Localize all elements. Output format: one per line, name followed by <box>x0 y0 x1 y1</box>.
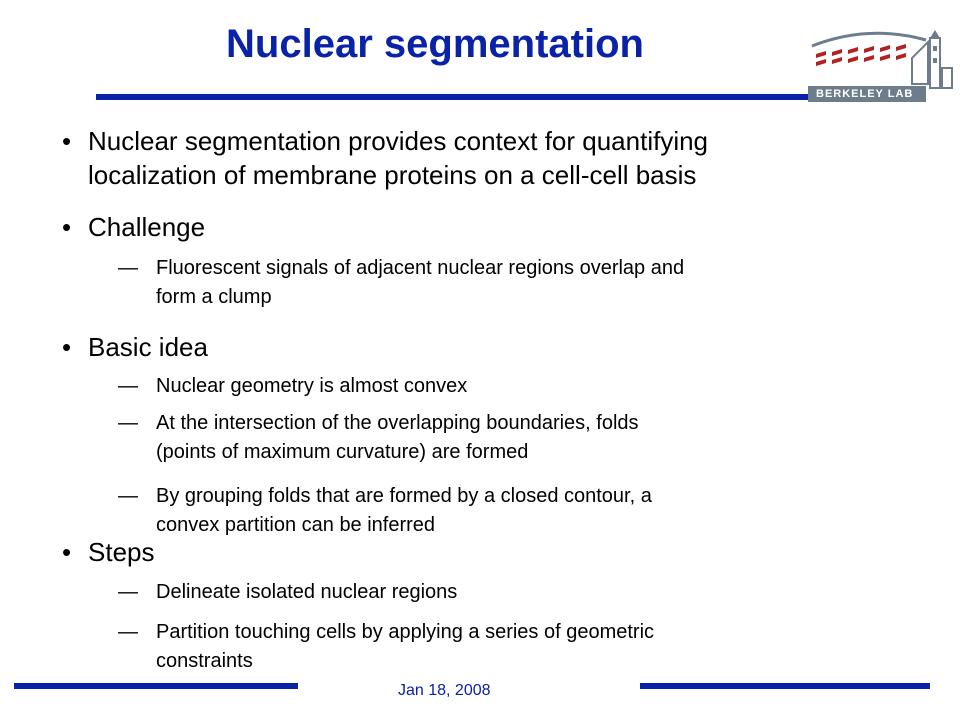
footer-divider-right <box>640 683 930 689</box>
bullet-text: Steps <box>88 537 155 567</box>
berkeley-lab-logo-icon <box>808 28 953 104</box>
dash-glyph: — <box>118 581 138 603</box>
sub-bullet-item <box>118 618 878 676</box>
sub-bullet-line: form a clump <box>156 286 272 308</box>
footer-divider-left <box>14 683 298 689</box>
bullet-item <box>62 124 882 192</box>
sub-bullet-text: Nuclear geometry is almost convex <box>156 375 468 397</box>
dash-glyph: — <box>118 485 138 507</box>
bullet-text: Basic idea <box>88 332 208 362</box>
slide-title: Nuclear segmentation <box>226 22 644 66</box>
dash-glyph: — <box>118 375 138 397</box>
title-divider <box>96 94 808 100</box>
bullet-text <box>88 124 708 192</box>
sub-bullet-line: At the intersection of the overlapping boundaries, folds <box>156 412 639 434</box>
bullet-glyph: • <box>62 332 72 362</box>
bullet-text-line: localization of membrane proteins on a cell-cell basis <box>88 160 697 190</box>
sub-bullet-line: convex partition can be inferred <box>156 514 436 536</box>
dash-glyph: — <box>118 412 138 434</box>
bullet-item <box>62 330 882 364</box>
bullet-item <box>62 535 882 569</box>
bullet-glyph: • <box>62 537 72 567</box>
sub-bullet-text <box>156 618 654 676</box>
sub-bullet-line: (points of maximum curvature) are formed <box>156 441 529 463</box>
sub-bullet-text: Delineate isolated nuclear regions <box>156 581 458 603</box>
sub-bullet-item <box>118 578 878 607</box>
bullet-text-line: Nuclear segmentation provides context for quantifying <box>88 126 709 156</box>
sub-bullet-line: Fluorescent signals of adjacent nuclear regions overlap and <box>156 257 685 279</box>
bullet-item <box>62 210 882 244</box>
sub-bullet-line: By grouping folds that are formed by a closed contour, a <box>156 485 652 507</box>
sub-bullet-item <box>118 254 878 312</box>
dash-glyph: — <box>118 257 138 279</box>
sub-bullet-item <box>118 372 878 401</box>
dash-glyph: — <box>118 621 138 643</box>
sub-bullet-item <box>118 482 878 540</box>
sub-bullet-line: Partition touching cells by applying a series of geometric <box>156 621 655 643</box>
bullet-text: Challenge <box>88 212 206 242</box>
footer-date: Jan 18, 2008 <box>398 682 491 699</box>
sub-bullet-text <box>156 409 639 467</box>
sub-bullet-text <box>156 482 652 540</box>
bullet-glyph: • <box>62 126 72 156</box>
sub-bullet-line: constraints <box>156 650 253 672</box>
bullet-glyph: • <box>62 212 72 242</box>
logo-wordmark: BERKELEY LAB <box>808 86 926 102</box>
sub-bullet-item <box>118 409 878 467</box>
sub-bullet-text <box>156 254 684 312</box>
